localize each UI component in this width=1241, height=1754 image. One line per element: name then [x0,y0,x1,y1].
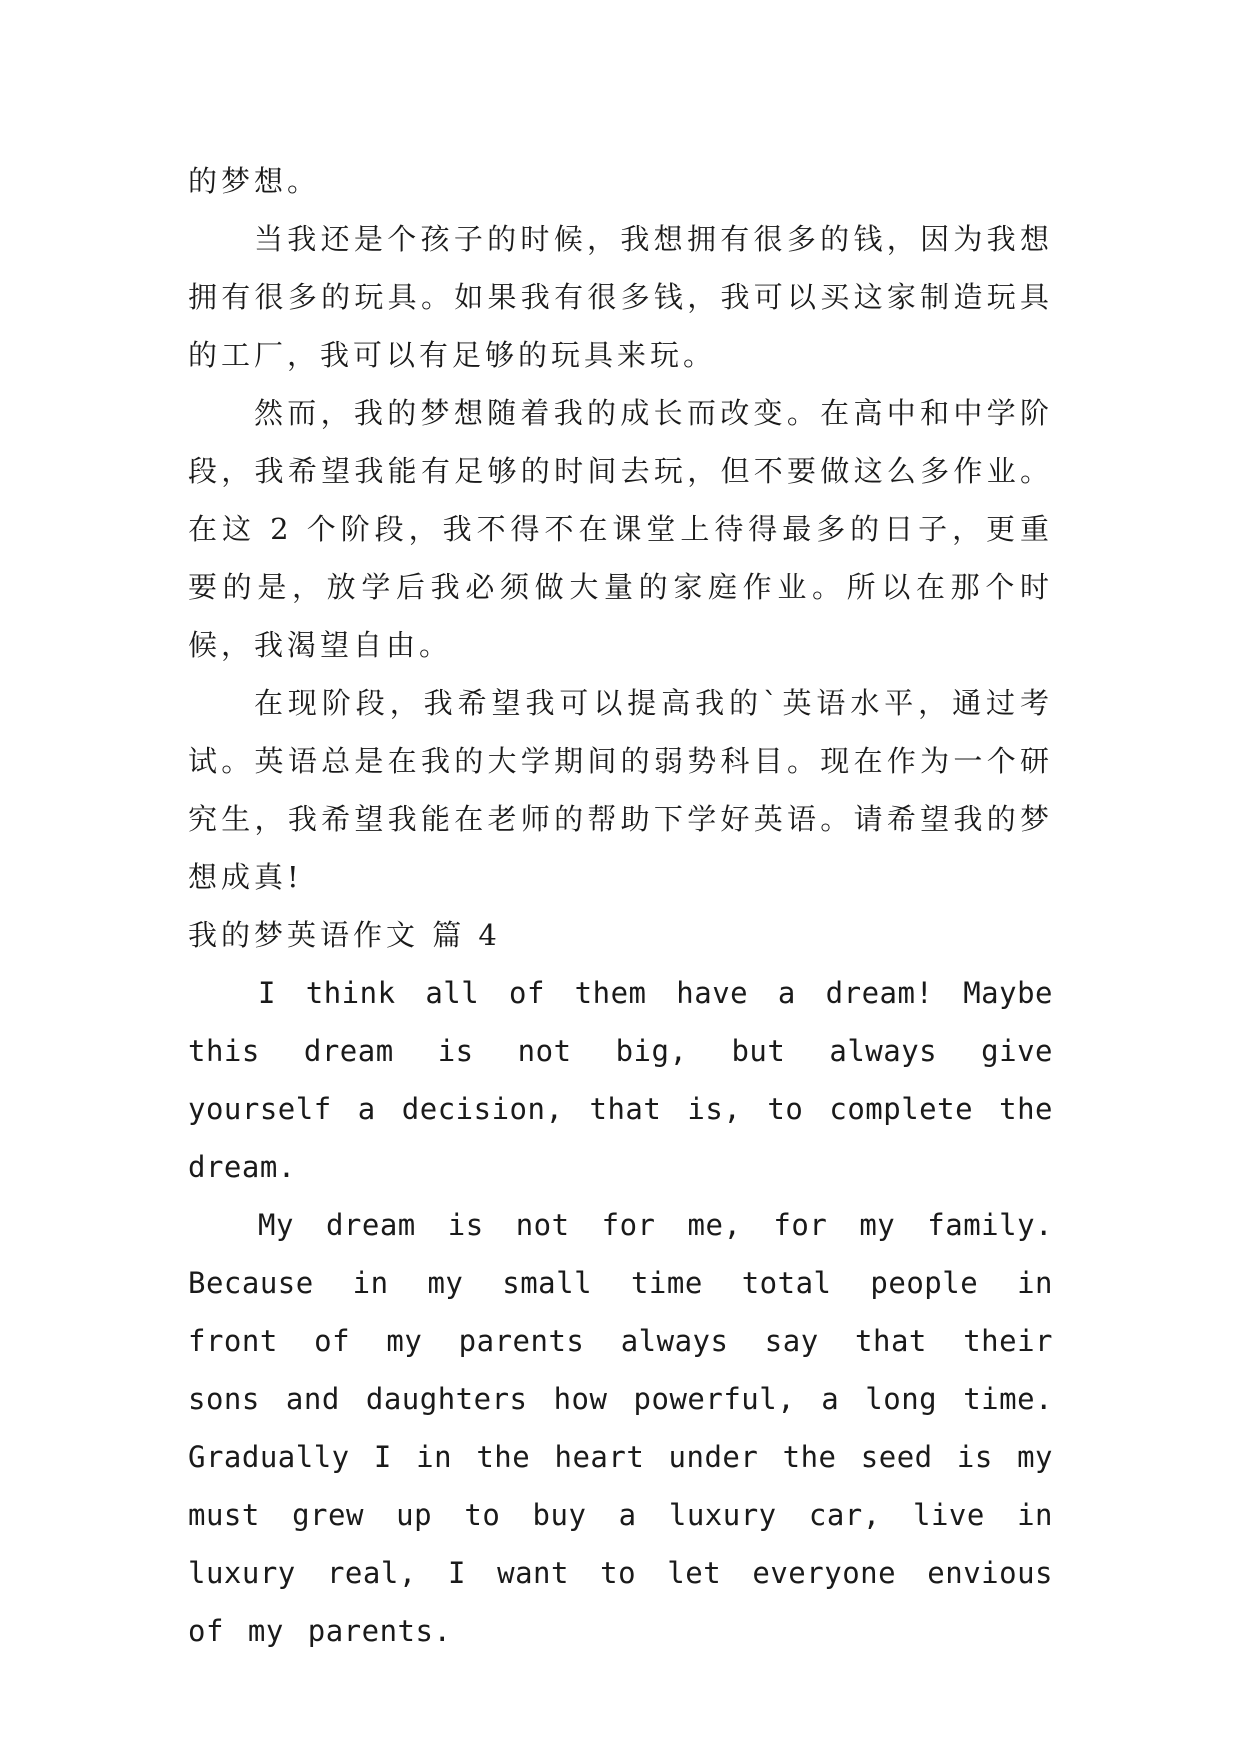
document-body [188,152,1053,1660]
paragraph-childhood-dream: 当我还是个孩子的时候，我想拥有很多的钱，因为我想拥有很多的玩具。如果我有很多钱，我可以买这家制造玩具的工厂，我可以有足够的玩具来玩。 [188,222,1053,372]
paragraph-english-dream: 在现阶段，我希望我可以提高我的`英语水平，通过考试。英语总是在我的大学期间的弱势科目。现在作为一个研究生，我希望我能在老师的帮助下学好英语。请希望我的梦想成真! [188,686,1053,894]
paragraph-school-dream: 然而，我的梦想随着我的成长而改变。在高中和中学阶段，我希望我能有足够的时间去玩，但不要做这么多作业。在这 2 个阶段，我不得不在课堂上待得最多的日子，更重要的是，放学后我必须做大量的家庭作业。所以在那个时候，我渴望自由。 [188,396,1053,662]
paragraph-english-1: I think all of them have a dream! Maybe this dream is not big, but always give yourself a decision, that is, to complete the dream. [188,976,1053,1184]
paragraph-english-2: My dream is not for me, for my family. Because in my small time total people in front of my parents always say that their sons and daughters how powerful, a long time. Gradually I in the heart under the seed is my must grew up to buy a luxury car, live in luxury real, I want to let everyone envious of my parents. [188,1208,1053,1648]
section-heading: 我的梦英语作文 篇 4 [188,918,501,952]
paragraph-continuation: 的梦想。 [188,164,321,198]
